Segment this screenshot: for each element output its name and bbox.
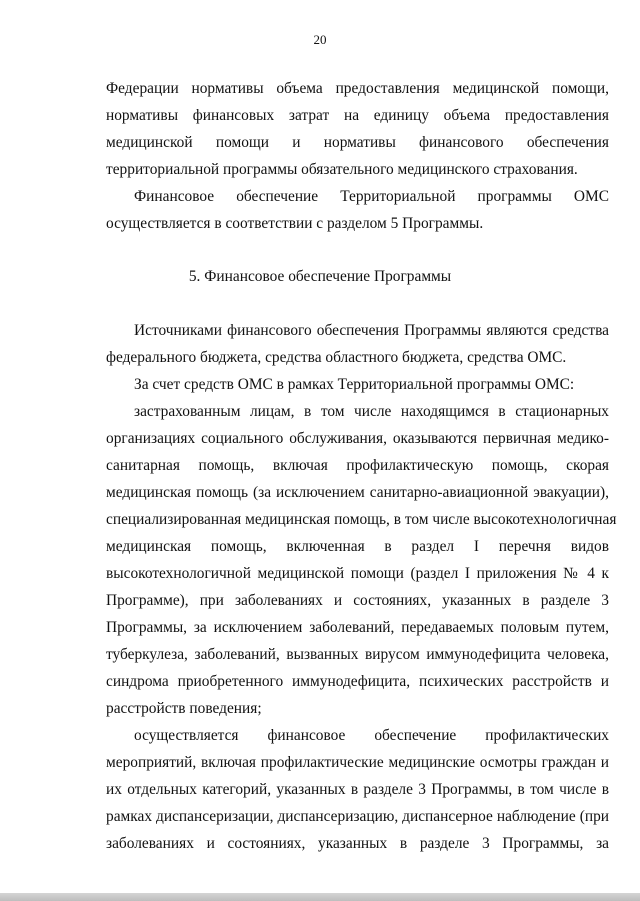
text-line: медицинская помощь, включенная в раздел I перечня видов xyxy=(106,538,609,555)
text-line: медицинская помощь (за исключением санитарно-авиационной эвакуации), xyxy=(106,484,609,501)
text-line: территориальной программы обязательного медицинского страхования. xyxy=(106,161,578,178)
text-line: специализированная медицинская помощь, в том числе высокотехнологичная xyxy=(106,511,617,528)
text-line: застрахованным лицам, в том числе находящимся в стационарных xyxy=(134,403,609,420)
text-line: Программе), при заболеваниях и состояниях, указанных в разделе 3 xyxy=(106,592,609,609)
text-line: туберкулеза, заболеваний, вызванных вирусом иммунодефицита человека, xyxy=(106,646,609,663)
text-line: осуществляется финансовое обеспечение профилактических xyxy=(134,727,609,744)
text-line: Федерации нормативы объема предоставления медицинской помощи, xyxy=(106,80,609,97)
text-line: нормативы финансовых затрат на единицу объема предоставления xyxy=(106,107,609,124)
text-line: За счет средств ОМС в рамках Территориальной программы ОМС: xyxy=(134,376,575,393)
text-line: расстройств поведения; xyxy=(106,700,262,717)
text-line: организациях социального обслуживания, оказываются первичная медико- xyxy=(106,430,609,447)
text-line: рамках диспансеризации, диспансеризацию, диспансерное наблюдение (при xyxy=(106,808,609,825)
page-bottom-edge xyxy=(0,893,640,901)
text-line: высокотехнологичной медицинской помощи (раздел I приложения № 4 к xyxy=(106,565,609,582)
text-line: Программы, за исключением заболеваний, передаваемых половым путем, xyxy=(106,619,609,636)
text-line: мероприятий, включая профилактические медицинские осмотры граждан и xyxy=(106,754,609,771)
text-line: их отдельных категорий, указанных в разделе 3 Программы, в том числе в xyxy=(106,781,609,798)
text-line: федерального бюджета, средства областного бюджета, средства ОМС. xyxy=(106,349,567,366)
text-line: медицинской помощи и нормативы финансового обеспечения xyxy=(106,134,609,151)
section-heading: 5. Финансовое обеспечение Программы xyxy=(188,268,452,285)
text-line: синдрома приобретенного иммунодефицита, психических расстройств и xyxy=(106,673,609,690)
text-line: осуществляется в соответствии с разделом 5 Программы. xyxy=(106,215,484,232)
text-line: Источниками финансового обеспечения Программы являются средства xyxy=(134,322,609,339)
text-line: Финансовое обеспечение Территориальной программы ОМС xyxy=(134,188,609,205)
text-line: заболеваниях и состояниях, указанных в разделе 3 Программы, за xyxy=(106,835,609,852)
text-line: санитарная помощь, включая профилактическую помощь, скорая xyxy=(106,457,609,474)
page-number: 20 xyxy=(313,32,327,47)
